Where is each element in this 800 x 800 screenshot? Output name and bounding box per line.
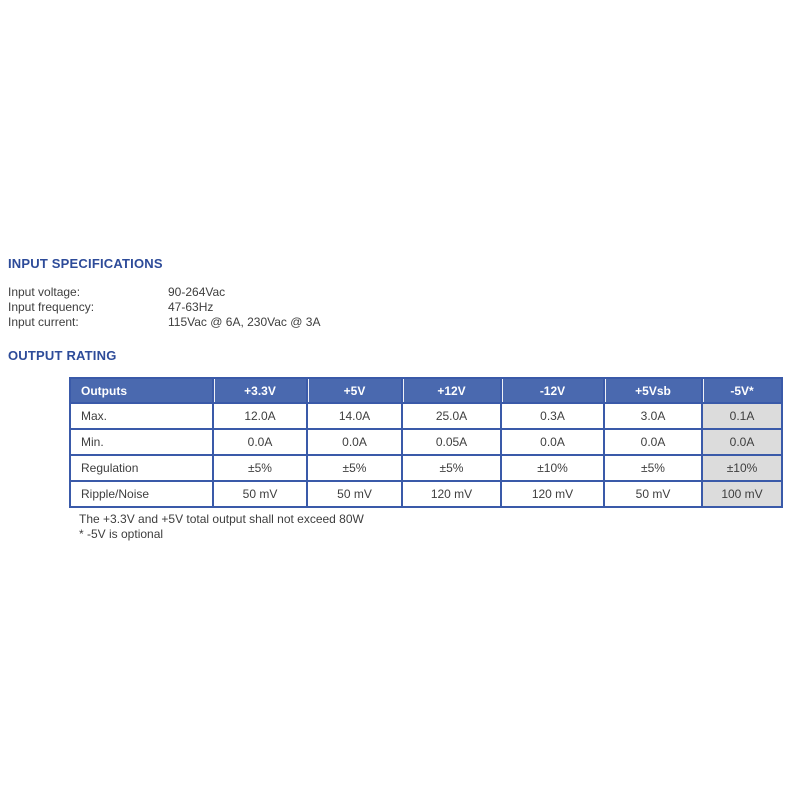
table-cell: 0.0A <box>604 429 702 455</box>
table-header-row <box>70 378 782 403</box>
table-row-min <box>70 429 782 455</box>
table-note-optional: * -5V is optional <box>79 527 164 541</box>
spec-value: 47-63Hz <box>168 300 214 314</box>
output-rating-heading: OUTPUT RATING <box>8 348 117 363</box>
table-cell: ±5% <box>402 455 501 481</box>
input-specifications-heading: INPUT SPECIFICATIONS <box>8 256 163 271</box>
spec-row-input-current <box>8 315 320 330</box>
table-row-label: Regulation <box>70 455 213 481</box>
table-cell-shaded: 100 mV <box>702 481 782 507</box>
table-row-label: Max. <box>70 403 213 429</box>
spec-value: 115Vac @ 6A, 230Vac @ 3A <box>168 315 321 329</box>
table-header-neg12v: -12V <box>501 378 604 403</box>
table-cell: ±10% <box>501 455 604 481</box>
table-cell-shaded: 0.1A <box>702 403 782 429</box>
spec-row-input-voltage <box>8 285 320 300</box>
table-header-5v: +5V <box>307 378 402 403</box>
table-cell: 3.0A <box>604 403 702 429</box>
table-header-12v: +12V <box>402 378 501 403</box>
table-cell-shaded: ±10% <box>702 455 782 481</box>
table-header-neg5v: -5V* <box>702 378 782 403</box>
spec-row-input-frequency <box>8 300 320 315</box>
table-cell: 0.3A <box>501 403 604 429</box>
table-header-5vsb: +5Vsb <box>604 378 702 403</box>
spec-value: 90-264Vac <box>168 285 226 299</box>
table-cell: ±5% <box>213 455 307 481</box>
table-note-power-limit: The +3.3V and +5V total output shall not exceed 80W <box>79 512 364 526</box>
spec-label: Input current: <box>8 315 79 329</box>
table-cell: 0.05A <box>402 429 501 455</box>
table-cell: 120 mV <box>402 481 501 507</box>
table-header-3v3: +3.3V <box>213 378 307 403</box>
table-cell: 0.0A <box>213 429 307 455</box>
table-cell: ±5% <box>307 455 402 481</box>
table-row-label: Min. <box>70 429 213 455</box>
table-cell: 120 mV <box>501 481 604 507</box>
input-spec-list <box>8 285 320 330</box>
outputs-table <box>69 377 783 508</box>
table-cell: 0.0A <box>307 429 402 455</box>
table-cell: 12.0A <box>213 403 307 429</box>
table-cell: 0.0A <box>501 429 604 455</box>
table-cell: 50 mV <box>213 481 307 507</box>
table-cell: 25.0A <box>402 403 501 429</box>
table-row-max <box>70 403 782 429</box>
spec-label: Input frequency: <box>8 300 95 314</box>
table-cell: 50 mV <box>307 481 402 507</box>
table-row-regulation <box>70 455 782 481</box>
table-cell: 50 mV <box>604 481 702 507</box>
table-cell: 14.0A <box>307 403 402 429</box>
table-notes <box>79 512 364 542</box>
table-header-outputs: Outputs <box>70 378 213 403</box>
table-cell: ±5% <box>604 455 702 481</box>
table-row-ripple-noise <box>70 481 782 507</box>
spec-label: Input voltage: <box>8 285 81 299</box>
table-row-label: Ripple/Noise <box>70 481 213 507</box>
table-cell-shaded: 0.0A <box>702 429 782 455</box>
